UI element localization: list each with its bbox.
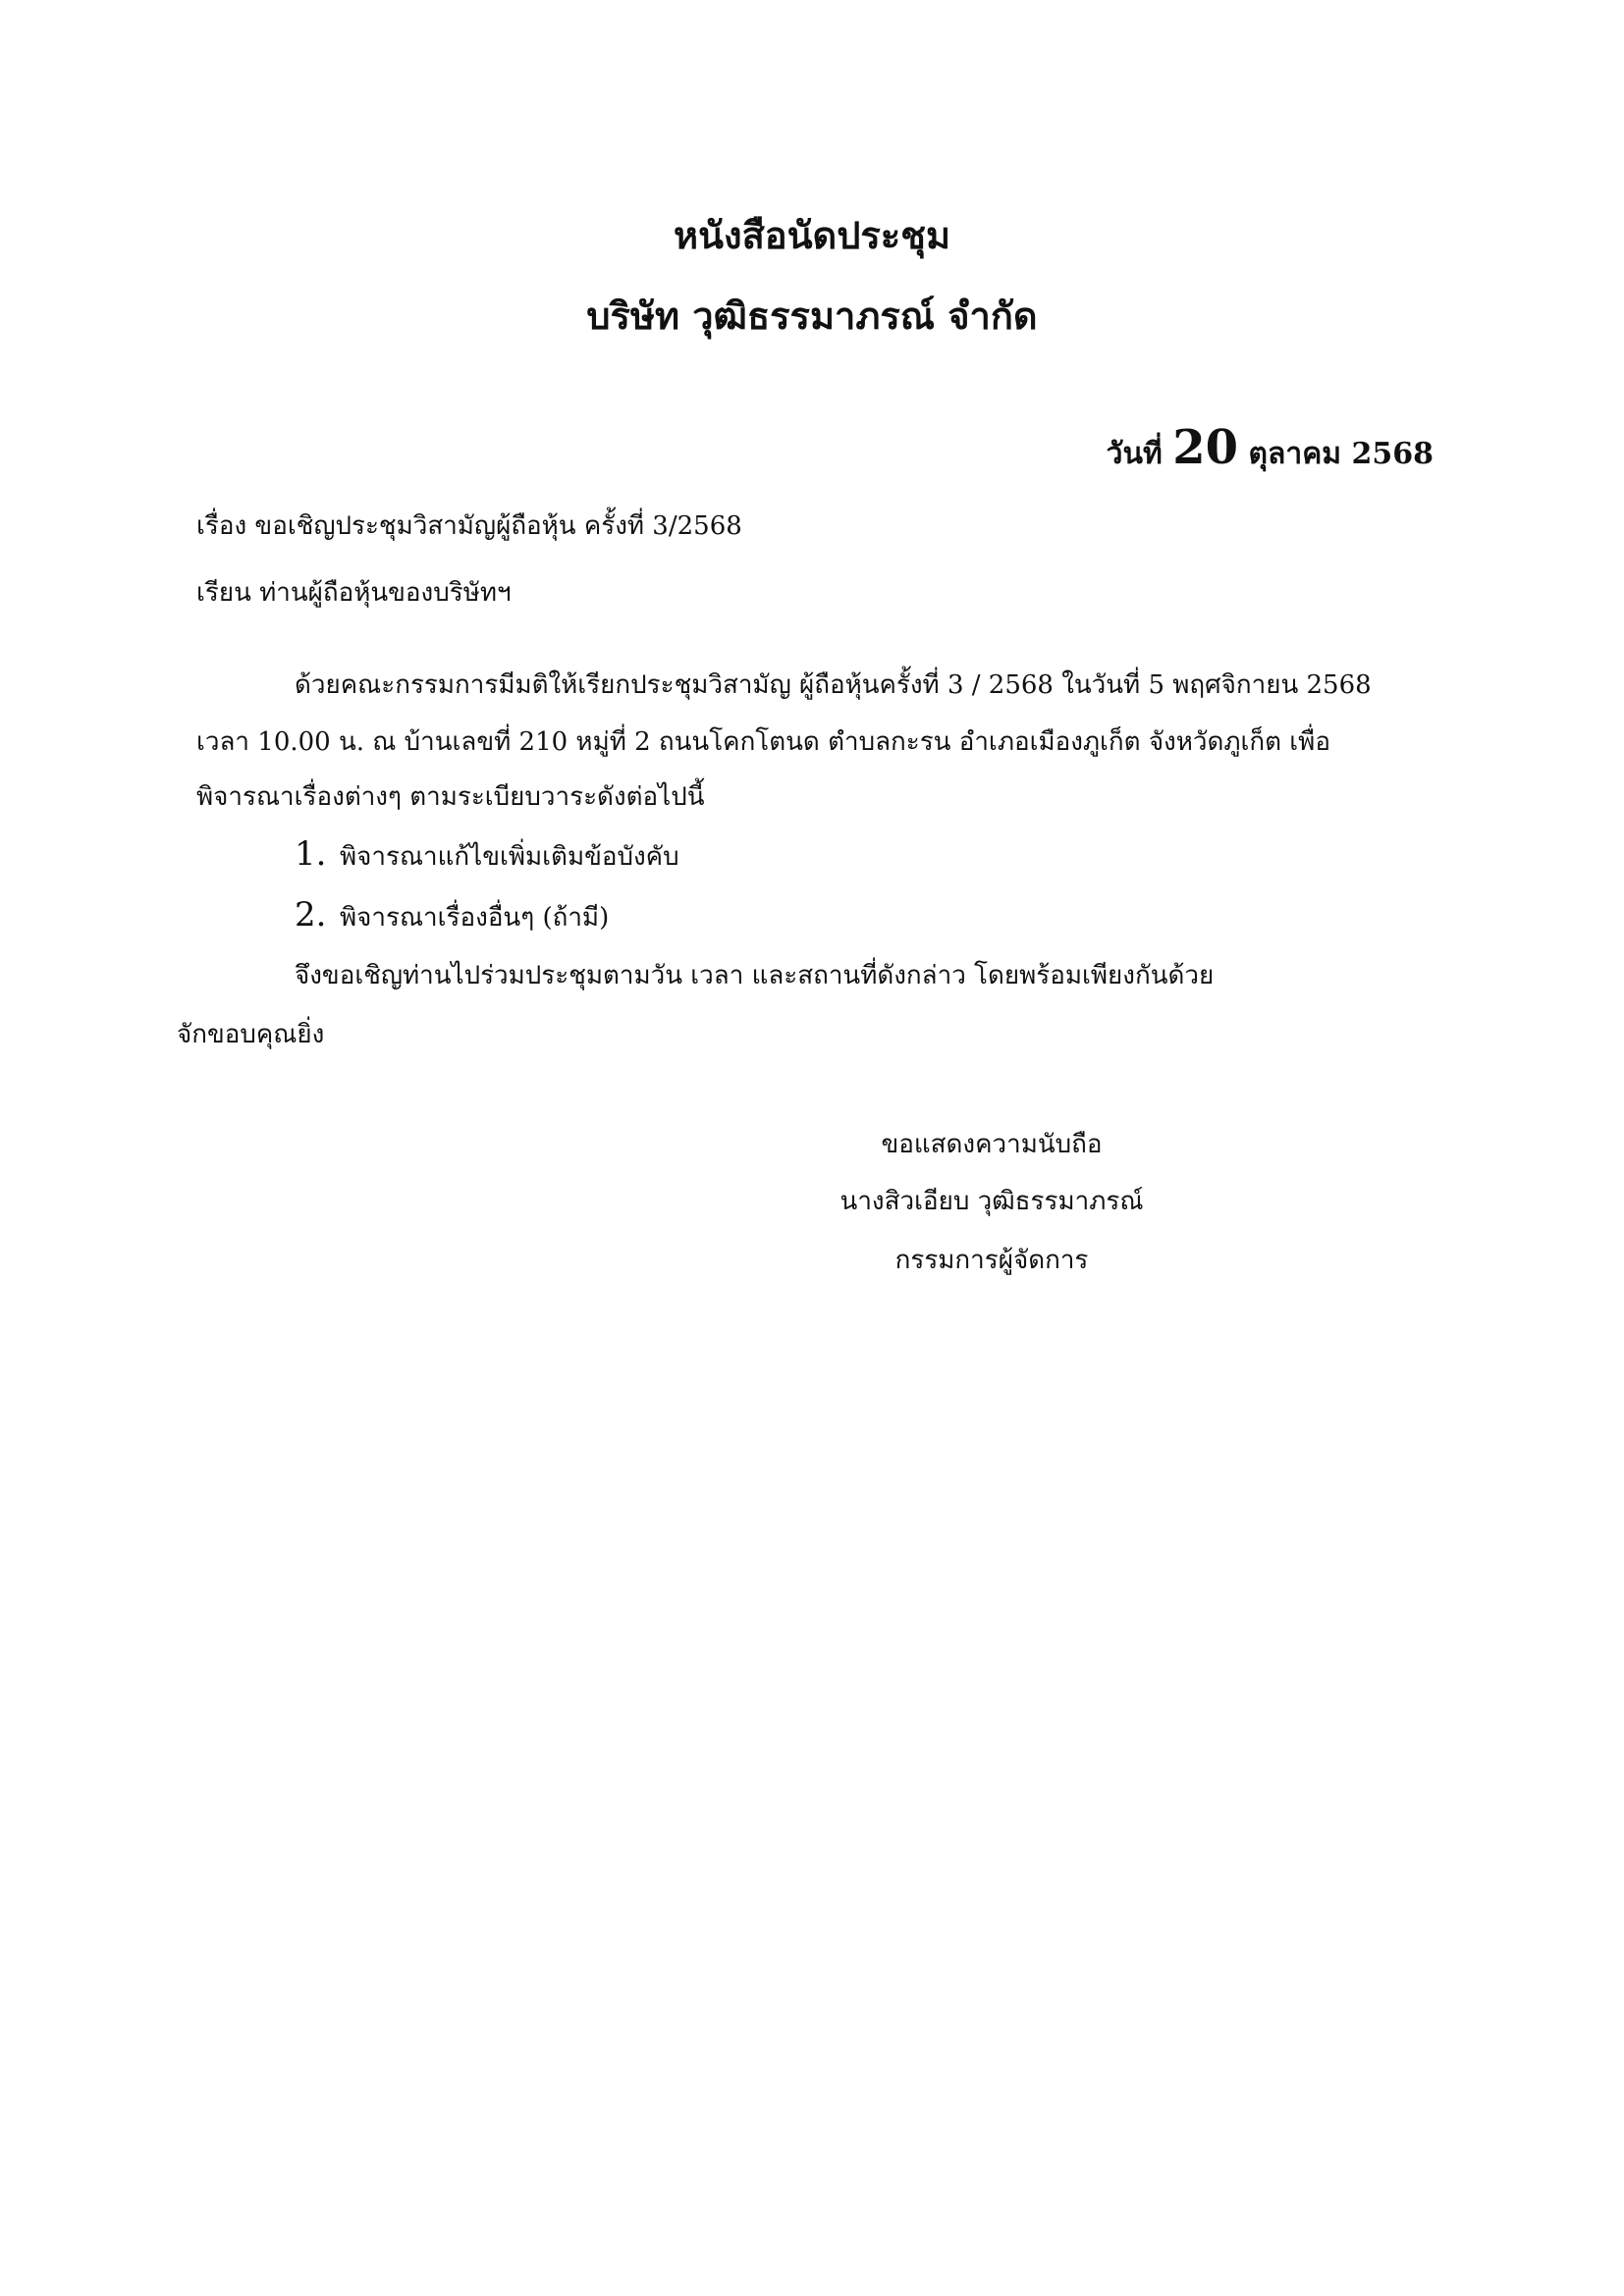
closing-line-2: จักขอบคุณยิ่ง xyxy=(177,1020,325,1049)
subject-line: เรื่อง ขอเชิญประชุมวิสามัญผู้ถือหุ้น ครั้งที่ 3/2568 xyxy=(196,511,742,541)
document-date xyxy=(1107,420,1434,482)
company-name: บริษัท วุฒิธรรมาภรณ์ จำกัด xyxy=(586,294,1038,338)
date-prefix: วันที่ xyxy=(1106,437,1163,471)
body-paragraph-line-3: พิจารณาเรื่องต่างๆ ตามระเบียบวาระดังต่อไปนี้ xyxy=(196,782,705,812)
salutation-line: เรียน ท่านผู้ถือหุ้นของบริษัทฯ xyxy=(196,578,512,608)
agenda-item xyxy=(295,895,609,937)
signature-regards: ขอแสดงความนับถือ xyxy=(881,1130,1103,1159)
body-paragraph-line-1: ด้วยคณะกรรมการมีมติให้เรียกประชุมวิสามัญ ผู้ถือหุ้นครั้งที่ 3 / 2568 ในวันที่ 5 พฤศจิกายน 2568 xyxy=(295,670,1372,700)
document-title: หนังสือนัดประชุม xyxy=(673,213,951,257)
signature-position: กรรมการผู้จัดการ xyxy=(894,1246,1089,1275)
signature-name: นางสิวเอียบ วุฒิธรรมาภรณ์ xyxy=(839,1187,1144,1216)
date-month-year: ตุลาคม 2568 xyxy=(1248,437,1434,471)
agenda-item xyxy=(295,834,679,877)
agenda-item-number: 1. xyxy=(295,834,327,874)
body-paragraph-line-2: เวลา 10.00 น. ณ บ้านเลขที่ 210 หมู่ที่ 2 ถนนโคกโตนด ตำบลกะรน อำเภอเมืองภูเก็ต จังหวัดภูเก็ต เพื่อ xyxy=(196,727,1330,757)
date-day: 20 xyxy=(1172,420,1239,475)
agenda-item-text: พิจารณาแก้ไขเพิ่มเติมข้อบังคับ xyxy=(340,842,679,872)
closing-line-1: จึงขอเชิญท่านไปร่วมประชุมตามวัน เวลา และสถานที่ดังกล่าว โดยพร้อมเพียงกันด้วย xyxy=(295,961,1215,990)
agenda-item-text: พิจารณาเรื่องอื่นๆ (ถ้ามี) xyxy=(340,903,610,933)
agenda-item-number: 2. xyxy=(295,895,327,934)
